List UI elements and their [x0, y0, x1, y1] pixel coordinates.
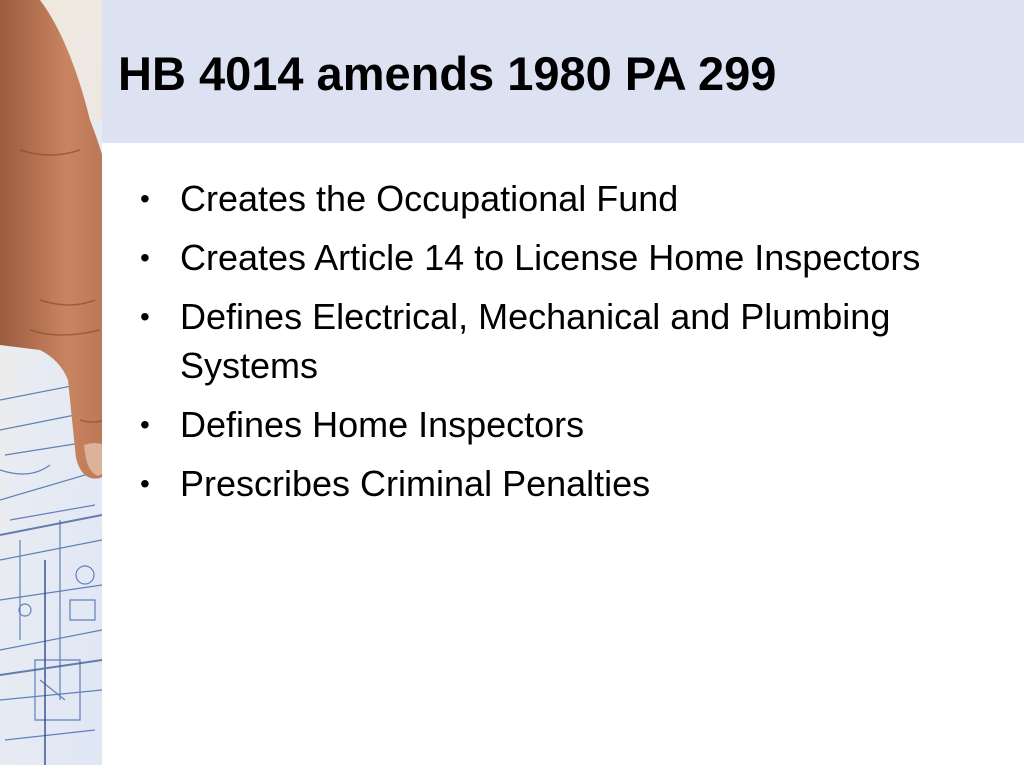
bullet-icon: • — [140, 409, 150, 440]
bullet-icon: • — [140, 242, 150, 273]
list-item — [140, 292, 1010, 390]
bullet-list — [140, 174, 1010, 518]
slide-title: HB 4014 amends 1980 PA 299 — [118, 47, 777, 100]
bullet-icon: • — [140, 301, 150, 332]
list-item — [140, 400, 1010, 449]
bullet-icon: • — [140, 183, 150, 214]
list-item-text: Defines Home Inspectors — [180, 404, 585, 445]
list-item — [140, 233, 1010, 282]
list-item-text: Prescribes Criminal Penalties — [180, 463, 651, 504]
list-item-text: Creates the Occupational Fund — [180, 178, 679, 219]
list-item-text: Defines Electrical, Mechanical and Plumbing Systems — [180, 296, 891, 386]
bullet-icon: • — [140, 468, 150, 499]
list-item — [140, 459, 1010, 508]
list-item-text: Creates Article 14 to License Home Inspectors — [180, 237, 921, 278]
hand-on-blueprint-photo — [0, 0, 102, 765]
list-item — [140, 174, 1010, 223]
